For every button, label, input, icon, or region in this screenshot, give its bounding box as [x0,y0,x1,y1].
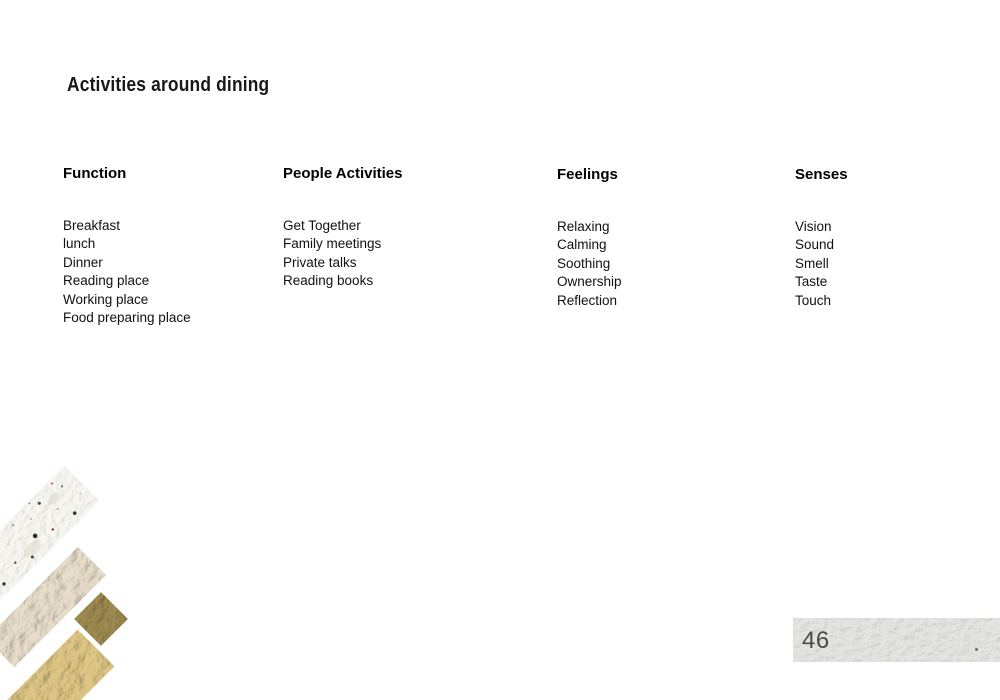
list-item: Ownership [557,274,622,290]
column-items-senses [795,218,848,310]
gold-stone-strip-shape [0,630,114,700]
column-items-function [63,217,191,327]
column-header-senses: Senses [795,166,848,183]
list-item: Reflection [557,292,618,308]
list-item: Taste [795,274,828,290]
list-item: Get Together [283,218,361,233]
list-item: Reading place [63,273,150,289]
strip-speck [975,648,978,651]
list-item: Relaxing [557,219,610,234]
decor-bottom-left [0,400,300,700]
list-item: Calming [557,237,607,253]
olive-stone-square-shape [74,592,128,646]
terrazzo-speckles [0,472,93,636]
list-item: Vision [795,219,832,234]
column-header-feelings: Feelings [557,166,618,183]
column-senses [795,165,848,310]
page-title: Activities around dining [67,74,270,96]
list-item: Food preparing place [63,310,191,326]
list-item: Sound [795,237,835,253]
column-people-activities [283,164,403,291]
list-item: lunch [63,236,96,252]
column-items-people-activities [283,217,403,291]
list-item: Family meetings [283,236,382,252]
list-item: Reading books [283,273,374,289]
column-function [63,164,191,327]
beige-stone-strip-shape [0,547,106,667]
list-item: Working place [63,291,149,307]
column-header-function: Function [63,165,127,182]
terrazzo-strip-shape [0,466,100,643]
column-header-people-activities: People Activities [283,165,403,182]
column-items-feelings [557,218,622,310]
list-item: Private talks [283,254,357,270]
list-item: Smell [795,255,829,271]
list-item: Dinner [63,254,103,270]
list-item: Soothing [557,255,611,271]
page-number: 46 [802,627,830,654]
list-item: Touch [795,292,832,308]
column-feelings [557,165,622,310]
list-item: Breakfast [63,218,121,233]
